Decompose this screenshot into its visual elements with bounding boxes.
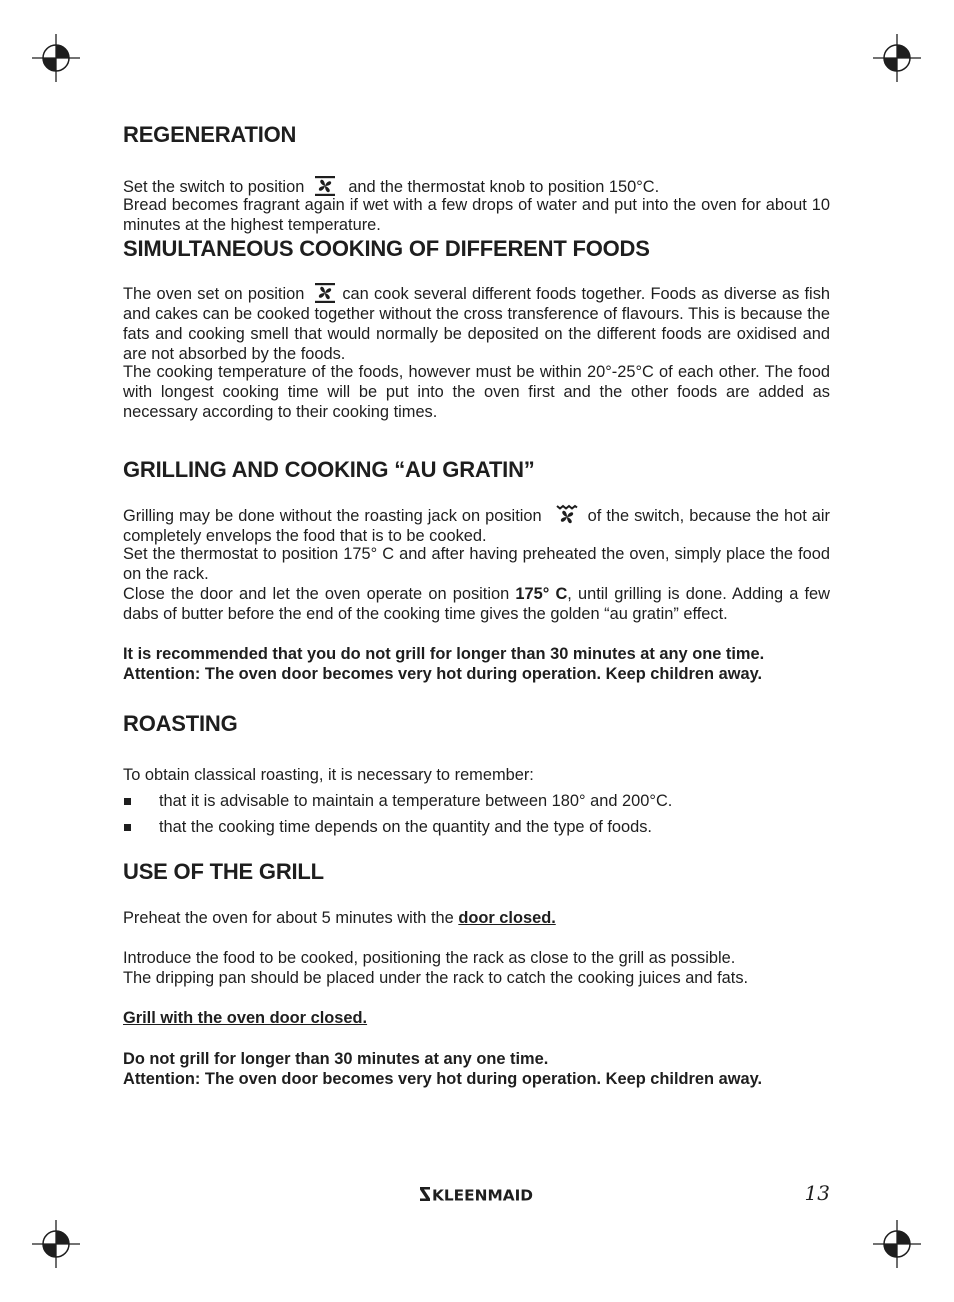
grill-warning-duration: Do not grill for longer than 30 minutes at any one time. (123, 1050, 549, 1068)
simultaneous-paragraph-2: The cooking temperature of the foods, however must be within 20°-25°C of each other. The food with longest cooking time will be put into the oven first and the other foods are added as necessary according to their cooking times. (123, 363, 830, 421)
grill-paragraph-1: Preheat the oven for about 5 minutes with the door closed. (123, 909, 556, 927)
grilling-paragraph-1: Grilling may be done without the roasting jack on position of the switch, because the hot air completely envelops the food that is to be cooked. (123, 504, 830, 546)
list-item: that the cooking time depends on the quantity and the type of foods. (123, 817, 830, 843)
grill-warning-door-hot: Attention: The oven door becomes very hot during operation. Keep children away. (123, 1070, 763, 1088)
grill-note: Grill with the oven door closed. (123, 1009, 368, 1027)
roasting-bullet-list (123, 791, 830, 843)
regeneration-instruction: Set the switch to position and the thermostat knob to position 150°C. (123, 175, 830, 197)
grilling-warning-door-hot: Attention: The oven door becomes very hot during operation. Keep children away. (123, 665, 763, 683)
fan-grill-icon (556, 504, 578, 526)
grilling-warning-duration: It is recommended that you do not grill for longer than 30 minutes at any one time. (123, 645, 765, 663)
section-heading-roasting: ROASTING (123, 711, 238, 736)
section-heading-simultaneous-cooking: SIMULTANEOUS COOKING OF DIFFERENT FOODS (123, 236, 650, 261)
svg-text:KLEENMAID: KLEENMAID (432, 1186, 533, 1203)
grill-paragraph-2: Introduce the food to be cooked, positioning the rack as close to the grill as possible. (123, 949, 736, 967)
registration-mark-icon (32, 34, 80, 82)
section-heading-regeneration: REGENERATION (123, 122, 297, 147)
bullet-square-icon (124, 824, 131, 831)
registration-mark-icon (873, 34, 921, 82)
regeneration-body: Bread becomes fragrant again if wet with a few drops of water and put into the oven for about 10 minutes at the highest temperature. (123, 196, 830, 234)
registration-mark-icon (32, 1220, 80, 1268)
grilling-paragraph-3: Close the door and let the oven operate on position 175° C, until grilling is done. Adding a few dabs of butter before the end of the cooking time gives the golden “au gratin” effect. (123, 585, 830, 623)
list-item: that it is advisable to maintain a temperature between 180° and 200°C. (123, 791, 830, 817)
section-heading-grilling: GRILLING AND COOKING “AU GRATIN” (123, 457, 535, 482)
kleenmaid-logo (419, 1185, 535, 1203)
registration-mark-icon (873, 1220, 921, 1268)
section-heading-use-of-grill: USE OF THE GRILL (123, 859, 324, 884)
roasting-intro: To obtain classical roasting, it is necessary to remember: (123, 766, 534, 784)
grill-paragraph-3: The dripping pan should be placed under the rack to catch the cooking juices and fats. (123, 969, 749, 987)
page-number: 13 (804, 1181, 830, 1205)
bullet-square-icon (124, 798, 131, 805)
simultaneous-paragraph-1: The oven set on position can cook several different foods together. Foods as diverse as fish and cakes can be cooked together without the cross transference of flavours. This is because the fats and cooking smell that would normally be deposited on the different foods are oxidised and are not absorbed by the foods. (123, 282, 830, 364)
fan-heater-icon (314, 175, 336, 197)
fan-heater-icon (314, 282, 336, 304)
grilling-paragraph-2: Set the thermostat to position 175° C and after having preheated the oven, simply place the food on the rack. (123, 545, 830, 583)
